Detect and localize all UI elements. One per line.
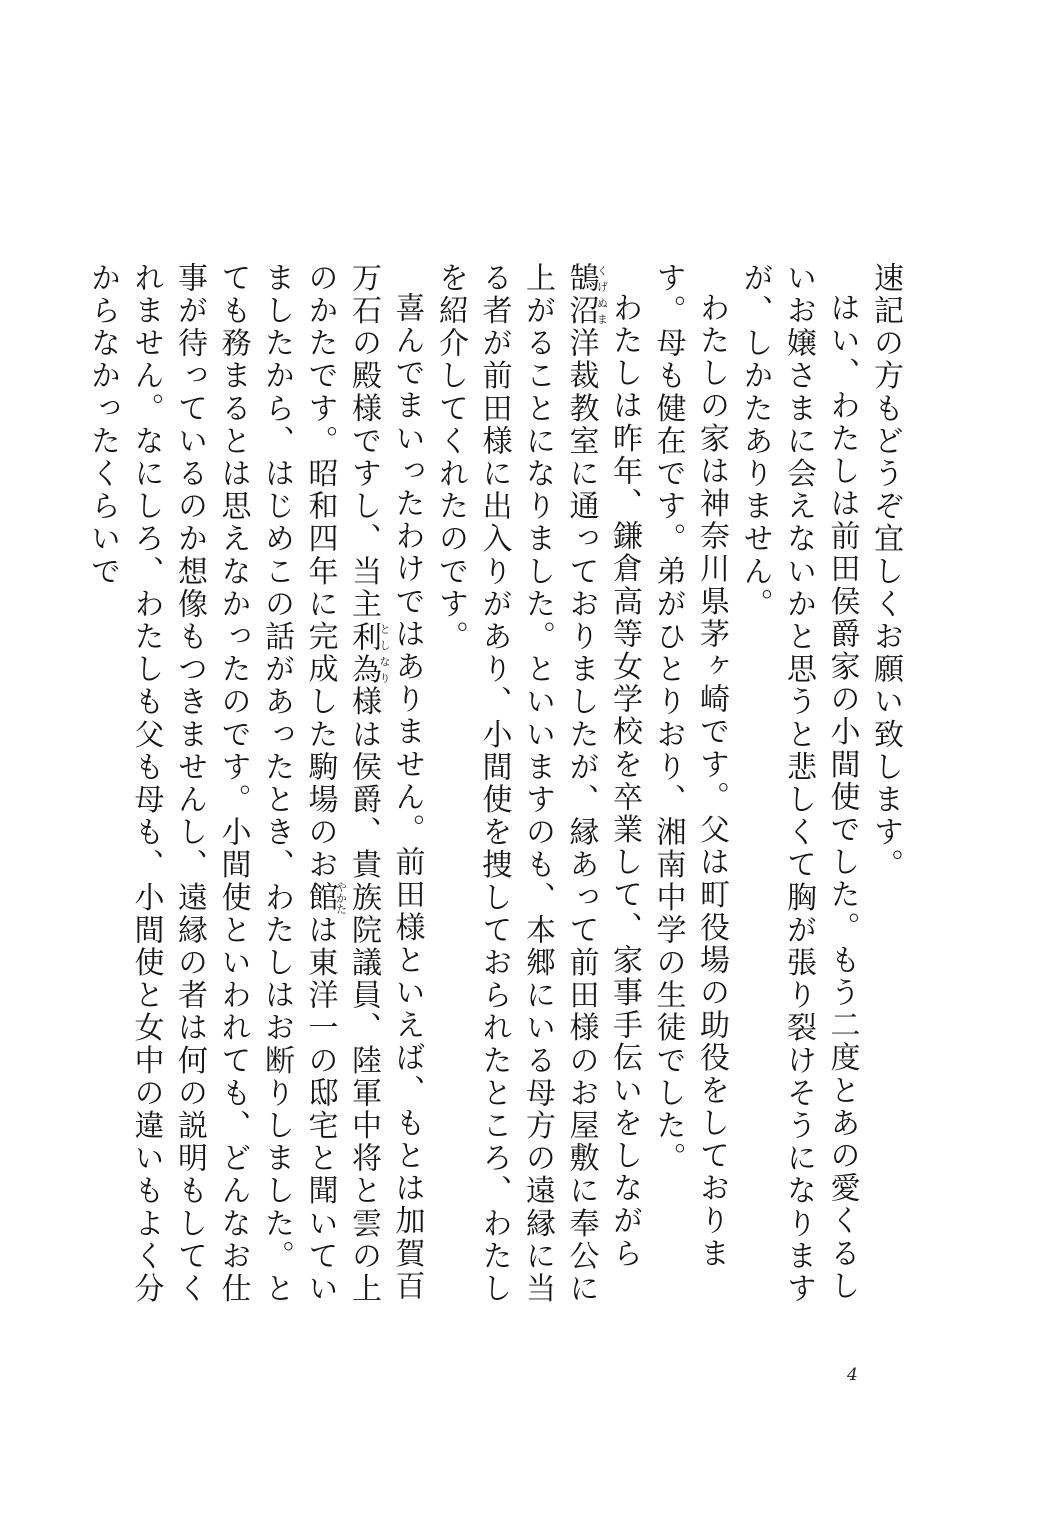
paragraph-2: はい、わたしは前田侯爵家の小間使でした。もう二度とあの愛くるしいお嬢さまに会えないかと思うと悲しくて胸が張り裂けそうになりますが、しかたありません。 [737,262,860,1306]
ruby-yakata [302,881,348,915]
vertical-body-text [85,262,907,1322]
paragraph-5 [81,262,429,1322]
page-number: 4 [847,1365,858,1385]
ruby-reading-kugenuma: くげぬま [595,262,609,328]
paragraph-4-part-1: わたしは昨年、鎌倉高等女学校を卒業して、家事手伝いをしながら [607,292,642,1270]
paragraph-5-part-1: 喜んでまいったわけではありません。前田様といえば、もとは加賀百万石の殿様ですし、当主 [346,262,425,1303]
paragraph-5-part-3: は東洋一の邸宅と聞いていましたから、はじめこの話があったとき、わたしはお断りしました。とても務まるとは思えなかったのです。小間使といわれても、どんなお仕事が待っているのか想像もつきませんし、遠縁の者は何の説明もしてくれません。なにしろ、わたしも父も母も、小間使と女中の違いもよく分からなかったくらいで [85,262,338,1306]
ruby-reading-toshinari: としなり [378,620,391,686]
paragraph-5-part-2: 様は侯爵、貴族院議員、陸軍中将と雲の上のかたです。昭和四年に完成した駒場のお [302,262,381,1306]
paragraph-3: わたしの家は神奈川県茅ヶ崎です。父は町役場の助役をしております。母も健在です。弟がひとりおり、湘南中学の生徒でした。 [650,262,729,1270]
ruby-base-kugenuma: 鵠沼 [563,262,599,328]
paragraph-4 [429,262,647,1322]
ruby-kugenuma [563,262,609,328]
ruby-base-toshinari: 利為 [346,620,381,686]
paragraph-1: 速記の方もどうぞ宜しくお願い致します。 [868,262,903,882]
ruby-reading-yakata: やかた [334,881,348,915]
ruby-base-yakata: 館 [302,881,338,915]
paragraph-4-part-2: 洋裁教室に通っておりましたが、縁あって前田様のお屋敷に奉公に上がることになりました。といいますのも、本郷にいる母方の遠縁に当る者が前田様に出入りがあり、小間使を捜しておられたところ、わたしを紹介してくれたのです。 [433,262,599,1306]
ruby-toshinari [346,620,391,686]
